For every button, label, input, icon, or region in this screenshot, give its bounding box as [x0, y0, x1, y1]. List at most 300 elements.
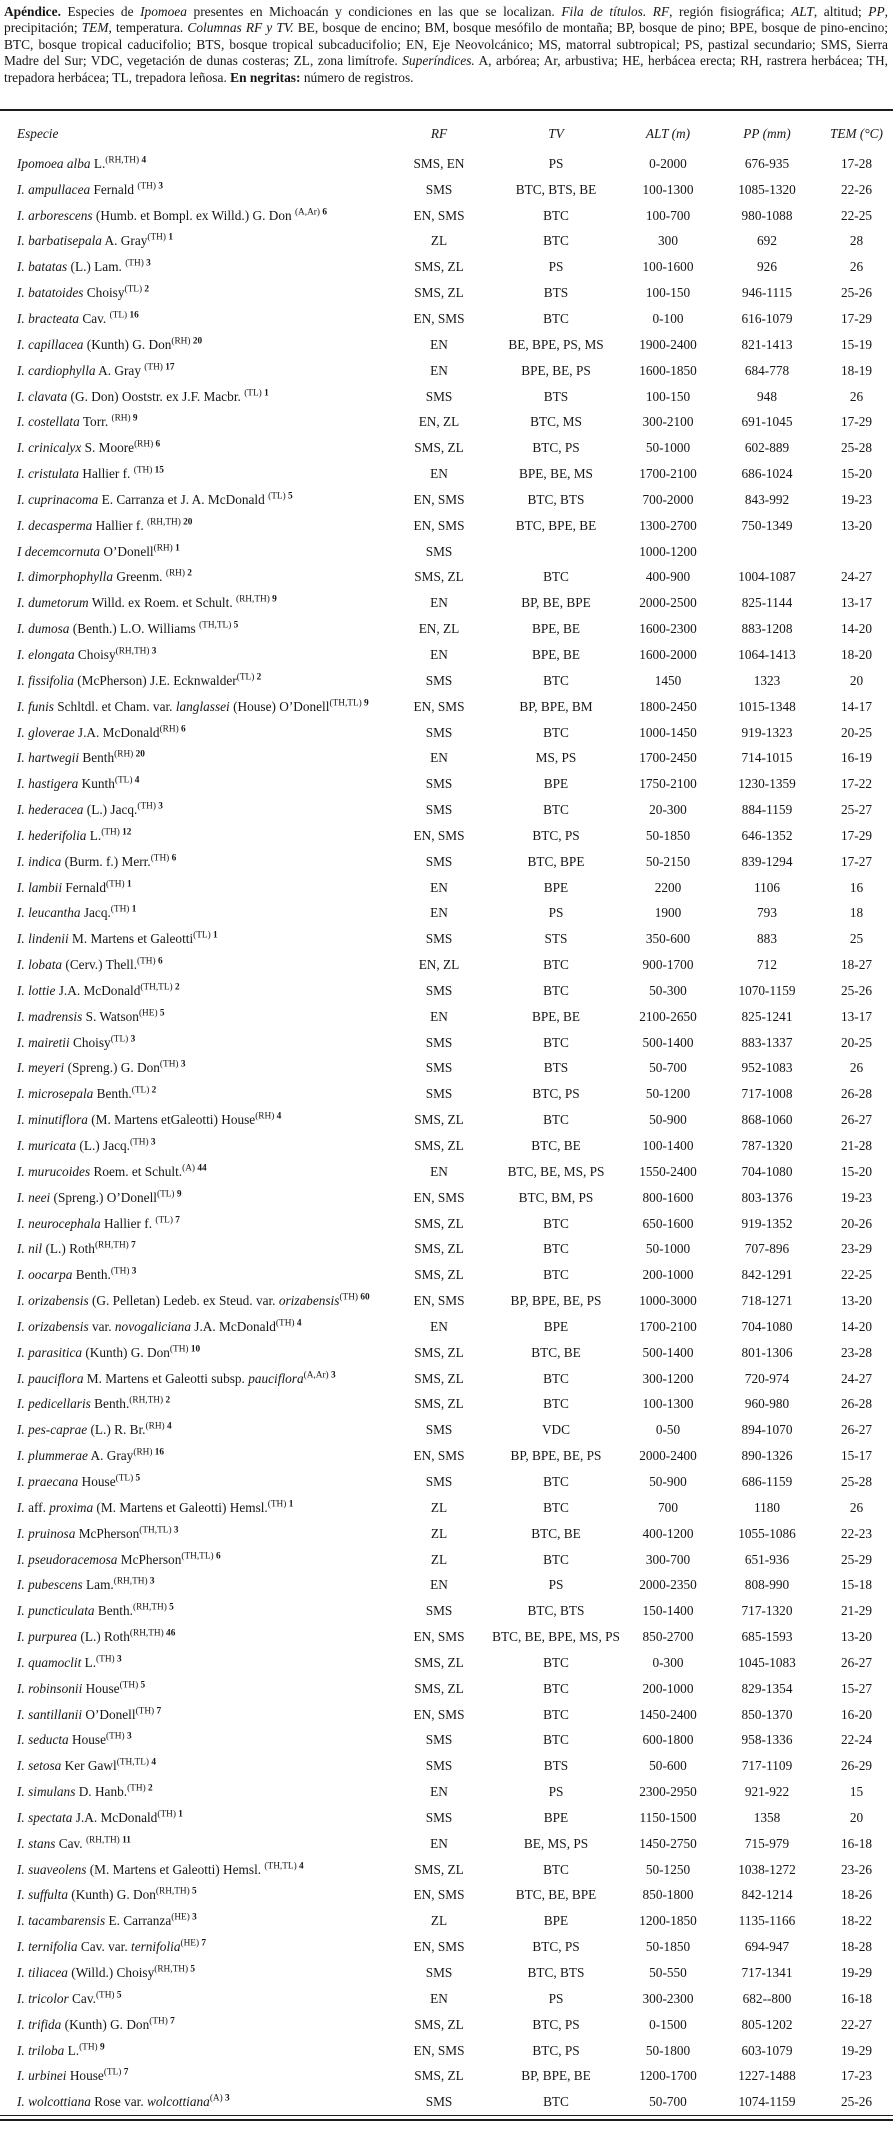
- growth-form-superscript: (TH) 4: [275, 1318, 302, 1329]
- table-row: [0, 1728, 893, 1754]
- tv-cell: BTC: [543, 1112, 569, 1128]
- table-row: [0, 1908, 893, 1934]
- table-row: [0, 565, 893, 591]
- record-count: 20: [183, 517, 193, 528]
- tem-cell: 26: [849, 388, 864, 404]
- record-count: 1: [168, 233, 173, 244]
- record-count: 3: [146, 258, 151, 269]
- tem-cell: 13-20: [840, 1293, 873, 1309]
- table-row: [0, 1883, 893, 1909]
- species-cell: I. decasperma Hallier f. $^{(RH,TH) 20}$: [17, 517, 193, 533]
- growth-form-superscript: (RH,TH) 5: [132, 1602, 174, 1613]
- pp-cell: 868-1060: [741, 1112, 793, 1128]
- growth-form-superscript: (RH,TH) 46: [129, 1628, 176, 1639]
- alt-cell: 300: [658, 233, 678, 249]
- growth-form-superscript: (TL) 4: [114, 775, 140, 786]
- record-count: 9: [132, 413, 138, 424]
- table-row: [0, 1081, 893, 1107]
- table-row: [0, 1572, 893, 1598]
- rf-cell: EN: [430, 879, 448, 895]
- table-row: [0, 280, 893, 306]
- species-cell: I. wolcottiana Rose var. wolcottiana$^{(A) 3}$: [17, 2093, 230, 2110]
- pp-cell: 651-936: [744, 1551, 790, 1567]
- record-count: 1: [213, 930, 218, 941]
- tv-cell: BTC: [543, 802, 569, 818]
- record-count: 4: [276, 1111, 282, 1122]
- tem-cell: 14-17: [840, 698, 873, 714]
- pp-cell: 1180: [753, 1499, 781, 1515]
- pp-cell: 958-1336: [741, 1732, 793, 1748]
- rf-cell: EN: [430, 336, 448, 352]
- alt-cell: 100-1300: [642, 1396, 694, 1412]
- pp-cell: 1045-1083: [738, 1654, 796, 1670]
- rf-cell: SMS, ZL: [414, 285, 464, 301]
- pp-cell: 843-992: [744, 491, 790, 507]
- table-row: [0, 177, 893, 203]
- tem-cell: 18-22: [840, 1913, 873, 1929]
- tem-cell: 22-27: [840, 2016, 873, 2032]
- table-row: [0, 1340, 893, 1366]
- alt-cell: 50-600: [649, 1758, 687, 1774]
- pp-cell: 682--800: [742, 1990, 792, 2006]
- record-count: 2: [256, 672, 262, 683]
- pp-cell: 691-1045: [741, 414, 793, 430]
- tem-cell: 24-27: [840, 569, 873, 585]
- rf-cell: SMS, ZL: [414, 1344, 464, 1360]
- growth-form-superscript: (TH) 6: [150, 853, 177, 864]
- tv-cell: BTC, MS: [530, 414, 582, 430]
- rf-cell: EN, ZL: [418, 621, 460, 637]
- pp-cell: 1135-1166: [738, 1913, 796, 1929]
- rf-cell: EN, SMS: [413, 517, 465, 533]
- pp-cell: 704-1080: [741, 1163, 793, 1179]
- pp-cell: 919-1323: [741, 724, 793, 740]
- growth-form-superscript: (TL) 2: [124, 284, 150, 295]
- alt-cell: 100-1600: [642, 259, 694, 275]
- growth-form-superscript: (RH) 6: [134, 439, 161, 450]
- alt-cell: 0-300: [652, 1654, 684, 1670]
- tv-cell: BP, BPE, BM: [519, 698, 593, 714]
- record-count: 16: [154, 1447, 165, 1458]
- growth-form-superscript: (HE) 5: [138, 1008, 165, 1019]
- rf-cell: EN, SMS: [413, 207, 465, 223]
- record-count: 3: [150, 1137, 156, 1148]
- record-count: 5: [159, 1008, 165, 1019]
- growth-form-superscript: (RH) 4: [145, 1421, 172, 1432]
- record-count: 1: [175, 543, 180, 554]
- species-cell: I. tricolor Cav.$^{(TH) 5}$: [17, 1990, 122, 2006]
- tv-cell: BTC, PS: [532, 1086, 580, 1102]
- tem-cell: 26: [849, 259, 864, 275]
- species-cell: I. lindenii M. Martens et Galeotti$^{(TL) 1}$: [17, 930, 218, 947]
- growth-form-superscript: (TH) 9: [79, 2042, 105, 2053]
- rf-cell: EN: [430, 646, 448, 662]
- record-count: 3: [192, 1912, 197, 1923]
- table-row: [0, 875, 893, 901]
- tv-cell: BTC: [543, 207, 569, 223]
- alt-cell: 2300-2950: [639, 1784, 697, 1800]
- record-count: 2: [148, 1783, 153, 1794]
- rf-cell: EN: [430, 1835, 448, 1851]
- record-count: 6: [181, 724, 186, 735]
- alt-cell: 50-700: [649, 1060, 687, 1076]
- rf-cell: ZL: [430, 1499, 448, 1515]
- table-row: [0, 1288, 893, 1314]
- record-count: 3: [126, 1732, 132, 1742]
- alt-cell: 300-2100: [642, 414, 694, 430]
- record-count: 3: [158, 801, 163, 812]
- tv-cell: BTC: [543, 672, 569, 688]
- rf-cell: SMS: [425, 931, 453, 947]
- tem-cell: 17-28: [840, 155, 873, 171]
- table-row: [0, 1547, 893, 1573]
- tv-cell: BP, BPE, BE, PS: [510, 1293, 602, 1309]
- record-count: 7: [175, 1215, 180, 1226]
- table-row: [0, 203, 893, 229]
- rf-cell: SMS: [425, 1422, 453, 1438]
- species-cell: I. minutiflora (M. Martens etGaleotti) House$^{(RH) 4}$: [17, 1111, 282, 1128]
- rf-cell: SMS, ZL: [414, 569, 464, 585]
- growth-form-superscript: (RH) 1: [153, 543, 180, 554]
- alt-cell: 50-700: [649, 2094, 687, 2110]
- growth-form-superscript: (A,Ar) 6: [294, 207, 327, 218]
- tem-cell: 21-28: [840, 1138, 873, 1154]
- pp-cell: 1015-1348: [738, 698, 796, 714]
- tem-cell: 19-29: [840, 2042, 873, 2058]
- table-row: [0, 590, 893, 616]
- species-cell: I. tacambarensis E. Carranza$^{(HE) 3}$: [17, 1912, 197, 1929]
- pp-cell: 1038-1272: [738, 1861, 796, 1877]
- alt-cell: 50-1000: [645, 1241, 691, 1257]
- tv-cell: PS: [548, 1990, 564, 2006]
- table-row: [0, 487, 893, 513]
- record-count: 3: [330, 1370, 336, 1381]
- pp-cell: 707-896: [744, 1241, 790, 1257]
- alt-cell: 700-2000: [642, 491, 694, 507]
- tv-cell: BPE, BE: [531, 646, 581, 662]
- rf-cell: SMS: [425, 1086, 453, 1102]
- alt-cell: 1700-2450: [639, 750, 697, 766]
- pp-cell: 685-1593: [741, 1629, 793, 1645]
- rf-cell: ZL: [430, 1551, 448, 1567]
- tem-cell: 21-29: [840, 1603, 873, 1619]
- growth-form-superscript: (RH,TH) 20: [146, 517, 193, 528]
- species-cell: I. seducta House$^{(TH) 3}$: [17, 1732, 132, 1748]
- tem-cell: 18-28: [840, 1939, 873, 1955]
- rf-cell: EN, SMS: [413, 1887, 465, 1903]
- record-count: 7: [123, 2067, 129, 2078]
- record-count: 5: [192, 1887, 197, 1898]
- tv-cell: BTC, BTS, BE: [515, 181, 597, 197]
- rf-cell: SMS, ZL: [414, 1267, 464, 1283]
- alt-cell: 400-900: [645, 569, 691, 585]
- rf-cell: SMS: [425, 724, 453, 740]
- table-row: [0, 1417, 893, 1443]
- tv-cell: BTC, PS: [532, 2042, 580, 2058]
- species-cell: I. triloba L.$^{(TH) 9}$: [17, 2042, 105, 2058]
- tv-cell: BTC: [543, 724, 569, 740]
- growth-form-superscript: (TL) 1: [193, 930, 218, 941]
- pp-cell: 692: [757, 233, 777, 249]
- table-row: [0, 1702, 893, 1728]
- species-cell: I. costellata Torr. $^{(RH) 9}$: [17, 413, 138, 430]
- species-cell: I. hederacea (L.) Jacq.$^{(TH) 3}$: [17, 801, 163, 818]
- rf-cell: SMS: [425, 1473, 453, 1489]
- record-count: 3: [225, 2093, 230, 2104]
- species-cell: I. parasitica (Kunth) G. Don$^{(TH) 10}$: [17, 1344, 201, 1360]
- rf-cell: SMS, ZL: [414, 1680, 464, 1696]
- pp-cell: 1064-1413: [738, 646, 796, 662]
- species-cell: I. quamoclit L.$^{(TH) 3}$: [17, 1654, 122, 1670]
- growth-form-superscript: (TH) 5: [119, 1680, 146, 1691]
- tem-cell: 25-29: [840, 1551, 873, 1567]
- alt-cell: 150-1400: [642, 1603, 694, 1619]
- species-cell: I. murucoides Roem. et Schult.$^{(A) 44}$: [17, 1163, 207, 1179]
- tem-cell: 26: [849, 1060, 864, 1076]
- tem-cell: 13-20: [840, 517, 873, 533]
- growth-form-superscript: (TH,TL) 2: [140, 982, 180, 993]
- pp-cell: 1358: [753, 1809, 781, 1825]
- tem-cell: 17-27: [840, 853, 873, 869]
- species-cell: I. pes-caprae (L.) R. Br.$^{(RH) 4}$: [17, 1421, 172, 1438]
- table-row: [0, 2012, 893, 2038]
- pp-cell: 803-1376: [741, 1189, 793, 1205]
- growth-form-superscript: (TH) 2: [127, 1783, 153, 1794]
- table-row: [0, 1805, 893, 1831]
- table-row: [0, 1262, 893, 1288]
- tv-cell: PS: [548, 155, 564, 171]
- tem-cell: 26-29: [840, 1758, 873, 1774]
- tem-cell: 18-20: [840, 646, 873, 662]
- tv-cell: BTS: [543, 1060, 569, 1076]
- table-row: [0, 952, 893, 978]
- pp-cell: 1323: [753, 672, 781, 688]
- alt-cell: 2000-2350: [639, 1577, 697, 1593]
- table-row: [0, 1676, 893, 1702]
- rf-cell: EN, SMS: [413, 827, 465, 843]
- rf-cell: EN, SMS: [413, 698, 465, 714]
- pp-cell: 894-1070: [741, 1422, 793, 1438]
- table-row: [0, 797, 893, 823]
- table-row: [0, 1314, 893, 1340]
- species-cell: I. dumetorum Willd. ex Roem. et Schult. $^{(RH,TH) 9}$: [17, 594, 277, 611]
- growth-form-superscript: (TH) 3: [96, 1654, 122, 1665]
- pp-cell: 718-1271: [741, 1293, 793, 1309]
- alt-cell: 1000-1200: [639, 543, 697, 559]
- growth-form-superscript: (TH) 10: [169, 1344, 201, 1355]
- table-row: [0, 616, 893, 642]
- table-row: [0, 1366, 893, 1392]
- species-cell: I. mairetii Choisy$^{(TL) 3}$: [17, 1034, 136, 1050]
- rf-cell: SMS: [425, 1603, 453, 1619]
- species-cell: I. lottie J.A. McDonald$^{(TH,TL) 2}$: [17, 982, 180, 998]
- table-row: [0, 2038, 893, 2064]
- record-count: 6: [155, 439, 161, 450]
- tem-cell: 13-17: [840, 595, 873, 611]
- alt-cell: 1200-1850: [639, 1913, 697, 1929]
- tv-cell: PS: [548, 1784, 564, 1800]
- rf-cell: SMS, ZL: [414, 2016, 464, 2032]
- record-count: 12: [122, 827, 132, 838]
- record-count: 46: [166, 1628, 176, 1639]
- species-cell: I. capillacea (Kunth) G. Don$^{(RH) 20}$: [17, 336, 203, 352]
- alt-cell: 50-1850: [645, 1939, 691, 1955]
- growth-form-superscript: (TH,TL) 3: [139, 1525, 179, 1536]
- tem-cell: 17-29: [840, 827, 873, 843]
- growth-form-superscript: (TH,TL) 6: [181, 1551, 221, 1562]
- alt-cell: 50-300: [649, 982, 687, 998]
- tv-cell: BTC, BE, MS, PS: [507, 1163, 605, 1179]
- growth-form-superscript: (TH) 3: [137, 181, 163, 192]
- species-cell: I. trifida (Kunth) G. Don$^{(TH) 7}$: [17, 2016, 175, 2032]
- alt-cell: 2200: [654, 879, 682, 895]
- species-cell: I. muricata (L.) Jacq.$^{(TH) 3}$: [17, 1137, 156, 1154]
- rf-cell: EN, SMS: [413, 491, 465, 507]
- pp-cell: 884-1159: [741, 802, 793, 818]
- pp-cell: 839-1294: [741, 853, 793, 869]
- species-cell: I. pauciflora M. Martens et Galeotti subsp. pauciflora$^{(A,Ar) 3}$: [17, 1370, 336, 1386]
- table-row: [0, 771, 893, 797]
- alt-cell: 300-1200: [642, 1370, 694, 1386]
- tem-cell: 22-24: [840, 1732, 873, 1748]
- table-row: [0, 823, 893, 849]
- pp-cell: 948: [757, 388, 777, 404]
- growth-form-superscript: (A,Ar) 3: [303, 1370, 336, 1381]
- tem-cell: 18-26: [840, 1887, 873, 1903]
- growth-form-superscript: (RH) 20: [171, 336, 203, 347]
- table-row: [0, 1521, 893, 1547]
- pp-cell: 676-935: [744, 155, 790, 171]
- tem-cell: 22-26: [840, 181, 873, 197]
- record-count: 5: [287, 491, 293, 502]
- tv-cell: BP, BE, BPE: [521, 595, 591, 611]
- species-cell: I decemcornuta O’Donell$^{(RH) 1}$: [17, 543, 180, 559]
- rf-cell: EN: [430, 1577, 448, 1593]
- record-count: 3: [149, 1576, 155, 1587]
- alt-cell: 50-1800: [645, 2042, 691, 2058]
- tem-cell: 25-26: [840, 2094, 873, 2110]
- rf-cell: EN, SMS: [413, 2042, 465, 2058]
- growth-form-superscript: (TH) 3: [110, 1266, 137, 1277]
- table-row: [0, 745, 893, 771]
- alt-cell: 0-50: [655, 1422, 681, 1438]
- tem-cell: 14-20: [840, 1318, 873, 1334]
- growth-form-superscript: (RH,TH) 5: [154, 1964, 196, 1975]
- tem-cell: 18: [849, 905, 864, 921]
- alt-cell: 1450: [654, 672, 682, 688]
- species-cell: I. pruinosa McPherson$^{(TH,TL) 3}$: [17, 1525, 179, 1541]
- tv-cell: BTC: [543, 1499, 569, 1515]
- pp-cell: 1055-1086: [738, 1525, 796, 1541]
- tem-cell: 19-23: [840, 1189, 873, 1205]
- alt-cell: 1900: [654, 905, 682, 921]
- species-cell: I. puncticulata Benth.$^{(RH,TH) 5}$: [17, 1602, 174, 1619]
- rf-cell: EN, ZL: [418, 414, 460, 430]
- pp-cell: 1074-1159: [738, 2094, 796, 2110]
- pp-cell: 694-947: [744, 1939, 790, 1955]
- tem-cell: 22-23: [840, 1525, 873, 1541]
- record-count: 2: [151, 1085, 157, 1096]
- tem-cell: 18-19: [840, 362, 873, 378]
- growth-form-superscript: (TH,TL) 4: [264, 1861, 304, 1872]
- record-count: 7: [170, 2016, 175, 2027]
- tv-cell: BTC, BTS: [527, 491, 585, 507]
- record-count: 17: [165, 362, 175, 373]
- rf-cell: SMS: [425, 1060, 453, 1076]
- growth-form-superscript: (TH,TL) 9: [329, 698, 369, 709]
- tv-cell: BPE: [543, 879, 569, 895]
- pp-cell: 646-1352: [741, 827, 793, 843]
- tem-cell: 17-23: [840, 2068, 873, 2084]
- tem-cell: 15-17: [840, 1448, 873, 1464]
- alt-cell: 700: [658, 1499, 678, 1515]
- species-cell: I. nil (L.) Roth$^{(RH,TH) 7}$: [17, 1240, 136, 1257]
- rf-cell: EN, SMS: [413, 1706, 465, 1722]
- record-count: 60: [360, 1292, 370, 1303]
- table-row: [0, 668, 893, 694]
- tem-cell: 22-25: [840, 207, 873, 223]
- species-cell: I. crinicalyx S. Moore$^{(RH) 6}$: [17, 439, 161, 456]
- alt-cell: 50-1250: [645, 1861, 691, 1877]
- rf-cell: EN, ZL: [418, 957, 460, 973]
- tem-cell: 16-18: [840, 1835, 873, 1851]
- species-cell: I. neurocephala Hallier f. $^{(TL) 7}$: [17, 1215, 180, 1231]
- record-count: 9: [272, 594, 277, 605]
- pp-cell: 1070-1159: [738, 982, 796, 998]
- table-header-row: [0, 110, 893, 151]
- table-row: [0, 1107, 893, 1133]
- table-row: [0, 2063, 893, 2089]
- alt-cell: 100-1400: [642, 1138, 694, 1154]
- rf-cell: ZL: [430, 1525, 448, 1541]
- record-count: 2: [174, 982, 180, 993]
- species-cell: I. pubescens Lam.$^{(RH,TH) 3}$: [17, 1576, 155, 1593]
- tv-cell: BTC: [543, 311, 569, 327]
- alt-cell: 650-1600: [642, 1215, 694, 1231]
- species-cell: I. leucantha Jacq.$^{(TH) 1}$: [17, 905, 137, 921]
- tem-cell: 15-18: [840, 1577, 873, 1593]
- pp-cell: 883-1208: [741, 621, 793, 637]
- growth-form-superscript: (TH) 3: [137, 801, 163, 812]
- tv-cell: BTC: [543, 1215, 569, 1231]
- record-count: 5: [140, 1680, 146, 1691]
- record-count: 16: [129, 310, 139, 321]
- alt-cell: 100-1300: [642, 181, 694, 197]
- alt-cell: 1800-2450: [639, 698, 697, 714]
- record-count: 4: [151, 1757, 156, 1768]
- pp-cell: 980-1088: [741, 207, 793, 223]
- pp-cell: 919-1352: [741, 1215, 793, 1231]
- species-cell: I. lambii Fernald$^{(TH) 1}$: [17, 879, 132, 895]
- tem-cell: 20: [849, 672, 864, 688]
- species-cell: I. suffulta (Kunth) G. Don$^{(RH,TH) 5}$: [17, 1887, 197, 1903]
- tv-cell: BTS: [543, 285, 569, 301]
- pp-cell: 805-1202: [741, 2016, 793, 2032]
- rf-cell: SMS: [425, 982, 453, 998]
- pp-cell: 1004-1087: [738, 569, 796, 585]
- pp-cell: 829-1354: [741, 1680, 793, 1696]
- pp-cell: 750-1349: [741, 517, 793, 533]
- species-cell: I. gloverae J.A. McDonald$^{(RH) 6}$: [17, 724, 186, 740]
- tem-cell: 26: [849, 1499, 864, 1515]
- pp-cell: 821-1413: [741, 336, 793, 352]
- pp-cell: 793: [757, 905, 777, 921]
- tem-cell: 25: [849, 931, 864, 947]
- growth-form-superscript: (TH,TL) 5: [199, 620, 239, 631]
- rf-cell: SMS: [425, 543, 453, 559]
- alt-cell: 1600-2000: [639, 646, 697, 662]
- record-count: 1: [126, 879, 132, 890]
